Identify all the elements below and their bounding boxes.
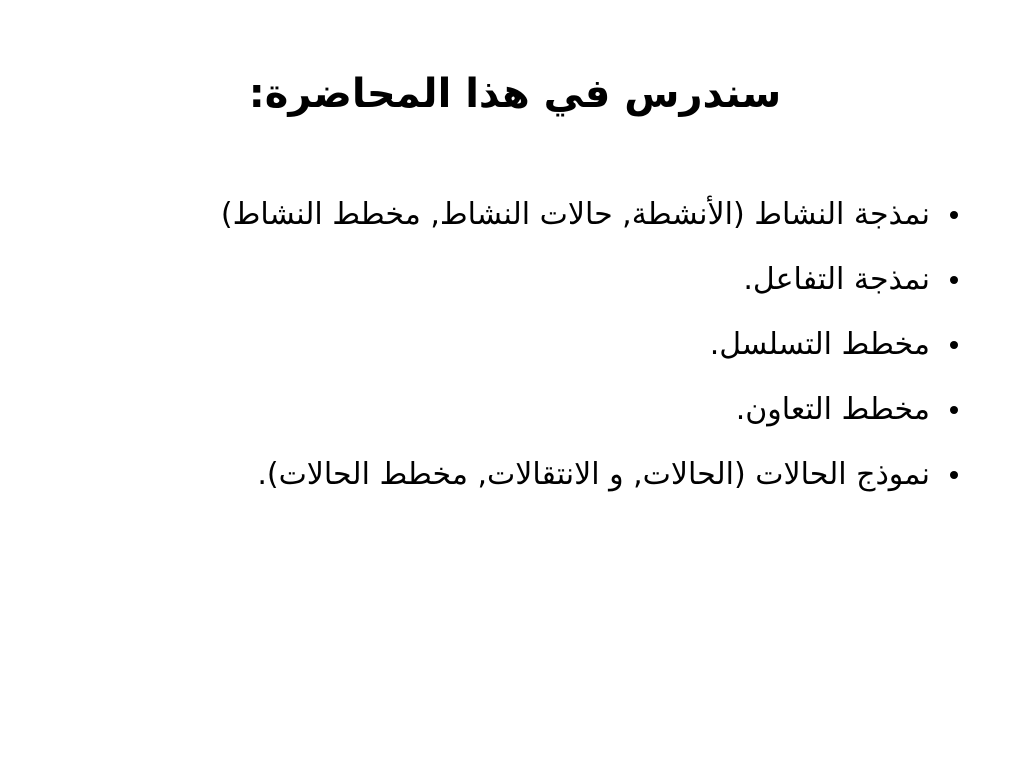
bullet-icon (950, 211, 958, 219)
bullet-text: مخطط التسلسل. (709, 326, 930, 362)
bullet-icon (950, 471, 958, 479)
list-item (58, 182, 958, 247)
bullet-list (58, 182, 958, 507)
bullet-icon (950, 406, 958, 414)
bullet-text: نمذجة النشاط (الأنشطة, حالات النشاط, مخطط النشاط) (220, 196, 930, 232)
bullet-text: نموذج الحالات (الحالات, و الانتقالات, مخطط الحالات). (257, 456, 930, 492)
list-item (58, 312, 958, 377)
bullet-text: نمذجة التفاعل. (743, 261, 930, 297)
bullet-icon (950, 276, 958, 284)
slide-title: سندرس في هذا المحاضرة: (248, 71, 782, 117)
list-item (58, 442, 958, 507)
bullet-icon (950, 341, 958, 349)
list-item (58, 377, 958, 442)
list-item (58, 247, 958, 312)
bullet-text: مخطط التعاون. (735, 391, 930, 427)
